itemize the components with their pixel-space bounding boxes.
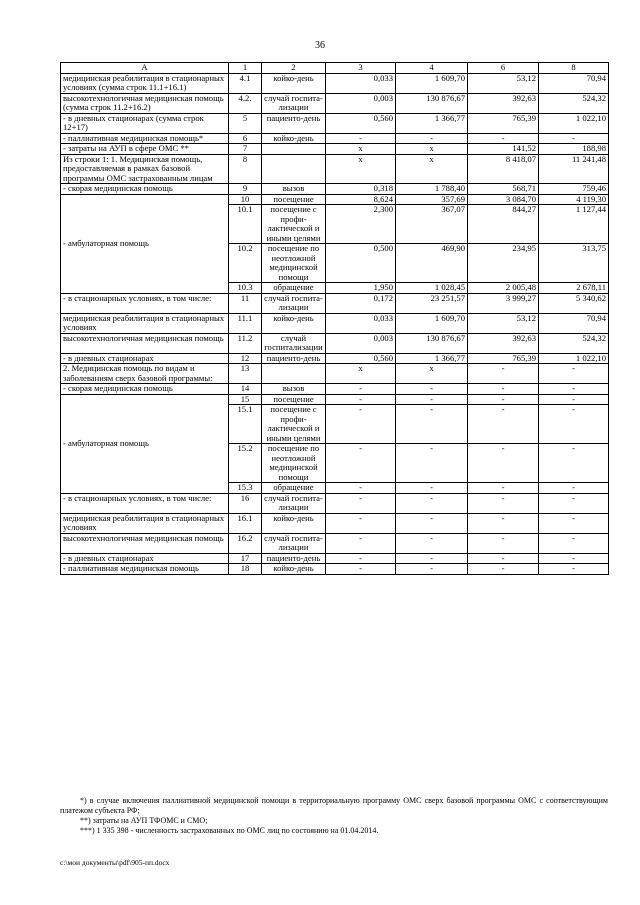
table-cell: случай госпита-лизации (262, 293, 326, 313)
table-row (61, 113, 609, 133)
table-cell: - (468, 133, 539, 144)
table-cell: - (326, 483, 396, 494)
table-row (61, 133, 609, 144)
footnotes (60, 796, 608, 836)
row-label-cell: - амбулаторная помощь (61, 394, 229, 493)
table-cell: случай госпита-лизации (262, 493, 326, 513)
table-cell: случай госпита-лизации (262, 533, 326, 553)
table-cell: - (326, 513, 396, 533)
row-label-cell: - в дневных стационарах (сумма строк 12+17) (61, 113, 229, 133)
row-label-cell: высокотехнологичная медицинская помощь (61, 533, 229, 553)
table-cell: 765,39 (468, 353, 539, 364)
table-row (61, 394, 609, 405)
table-cell: 8 (229, 154, 262, 184)
table-cell: 0,560 (326, 113, 396, 133)
table-cell: 392,63 (468, 333, 539, 353)
table-cell: посещение по неотложной медицинской помощи (262, 444, 326, 483)
table-cell: 15.1 (229, 405, 262, 444)
table-cell: - (539, 533, 609, 553)
row-label-cell: медицинская реабилитация в стационарных условиях (сумма строк 11.1+16.1) (61, 73, 229, 93)
table-cell: - (539, 564, 609, 575)
table-row (61, 564, 609, 575)
table-cell: 469,90 (396, 244, 468, 283)
table-cell: 15.3 (229, 483, 262, 494)
table-cell: 4.1 (229, 73, 262, 93)
table-cell: 1 609,70 (396, 73, 468, 93)
table-cell: - (539, 483, 609, 494)
table-cell: 130 876,67 (396, 93, 468, 113)
table-cell: 53,12 (468, 313, 539, 333)
table-cell: - (396, 133, 468, 144)
table-cell: 1 609,70 (396, 313, 468, 333)
table-cell: 9 (229, 184, 262, 195)
table-cell: 844,27 (468, 205, 539, 244)
table-cell: 11.1 (229, 313, 262, 333)
table-cell: 0,033 (326, 73, 396, 93)
table-cell: - (539, 444, 609, 483)
table-cell: 8,624 (326, 194, 396, 205)
table-cell: 5 340,62 (539, 293, 609, 313)
table-header-cell: 4 (396, 63, 468, 74)
table-cell: x (326, 154, 396, 184)
row-label-cell: - затраты на АУП в сфере ОМС ** (61, 144, 229, 155)
table-cell: x (396, 364, 468, 384)
table-cell: - (468, 483, 539, 494)
table-cell: - (326, 444, 396, 483)
row-label-cell: - скорая медицинская помощь (61, 184, 229, 195)
table-cell: - (468, 405, 539, 444)
table-cell: 188,98 (539, 144, 609, 155)
table-cell: - (539, 493, 609, 513)
row-label-cell: высокотехнологичная медицинская помощь (61, 333, 229, 353)
table-cell: посещение по неотложной медицинской помощи (262, 244, 326, 283)
page-number: 36 (315, 40, 325, 51)
table-cell: - (396, 553, 468, 564)
table-cell: 2,300 (326, 205, 396, 244)
table-cell: 3 084,70 (468, 194, 539, 205)
table-cell: x (326, 364, 396, 384)
table-row (61, 144, 609, 155)
table-cell: 13 (229, 364, 262, 384)
table-row (61, 493, 609, 513)
footnote: **) затраты на АУП ТФОМС и СМО; (80, 816, 208, 825)
table-cell: 0,560 (326, 353, 396, 364)
table-header-cell: 1 (229, 63, 262, 74)
table-header-row (61, 63, 609, 74)
table-cell: 0,500 (326, 244, 396, 283)
table-cell: 1,950 (326, 283, 396, 294)
table-cell: - (326, 133, 396, 144)
table-cell: 1 366,77 (396, 113, 468, 133)
table-cell: койко-день (262, 564, 326, 575)
table-cell: 1 022,10 (539, 353, 609, 364)
table-cell: - (468, 493, 539, 513)
table-cell: посещение с профи-лактической и иными целями (262, 405, 326, 444)
table-cell: - (396, 533, 468, 553)
row-label-cell: - паллиативная медицинская помощь (61, 564, 229, 575)
table-row (61, 533, 609, 553)
table-cell: 0,003 (326, 333, 396, 353)
row-label-cell: Из строки 1: 1. Медицинская помощь, предоставляемая в рамках базовой программы ОМС застрахованным лицам (61, 154, 229, 184)
table-cell: вызов (262, 384, 326, 395)
table-cell: 524,32 (539, 333, 609, 353)
table-row (61, 154, 609, 184)
table-cell: - (396, 384, 468, 395)
table-cell: 2 005,48 (468, 283, 539, 294)
table-cell: x (396, 144, 468, 155)
table-cell: - (396, 444, 468, 483)
table-cell: 16.2 (229, 533, 262, 553)
table-cell: 524,32 (539, 93, 609, 113)
file-path: c:\мои документы\pdf\905-пп.docx (60, 858, 170, 867)
table-cell: 141,52 (468, 144, 539, 155)
table-cell: 0,033 (326, 313, 396, 333)
table-cell: 10 (229, 194, 262, 205)
table-row (61, 293, 609, 313)
table-cell: - (539, 513, 609, 533)
table-cell: 11 (229, 293, 262, 313)
table-cell: 16.1 (229, 513, 262, 533)
table-cell: 1 127,44 (539, 205, 609, 244)
row-label-cell: - амбулаторная помощь (61, 194, 229, 293)
table-row (61, 93, 609, 113)
table-cell: 10.1 (229, 205, 262, 244)
table-cell: койко-день (262, 73, 326, 93)
table-cell: - (468, 384, 539, 395)
table-header-cell: 3 (326, 63, 396, 74)
table-cell: 392,63 (468, 93, 539, 113)
table-cell (262, 144, 326, 155)
table-cell: пациенто-день (262, 113, 326, 133)
row-label-cell: 2. Медицинская помощь по видам и заболеваниям сверх базовой программы: (61, 364, 229, 384)
table-row (61, 364, 609, 384)
table-header-cell: 6 (468, 63, 539, 74)
row-label-cell: - паллиативная медицинская помощь* (61, 133, 229, 144)
table-row (61, 194, 609, 205)
table-cell: - (468, 444, 539, 483)
table-cell: 7 (229, 144, 262, 155)
table-cell: - (326, 553, 396, 564)
table-cell: - (326, 394, 396, 405)
table-cell: - (539, 384, 609, 395)
table-cell: посещение (262, 394, 326, 405)
table-cell: 4.2. (229, 93, 262, 113)
row-label-cell: высокотехнологичная медицинская помощь (сумма строк 11.2+16.2) (61, 93, 229, 113)
table-cell (262, 364, 326, 384)
table-cell: - (468, 564, 539, 575)
table-header-cell: 2 (262, 63, 326, 74)
table-cell: 367,07 (396, 205, 468, 244)
table-cell: x (326, 144, 396, 155)
table-cell: - (326, 384, 396, 395)
table-cell: 0,172 (326, 293, 396, 313)
table-cell: 357,69 (396, 194, 468, 205)
table-cell: - (539, 394, 609, 405)
table-cell: 10.3 (229, 283, 262, 294)
table-cell: - (326, 533, 396, 553)
table-cell: 11.2 (229, 333, 262, 353)
table-cell: койко-день (262, 133, 326, 144)
table-row (61, 333, 609, 353)
table-cell: - (396, 405, 468, 444)
table-cell: - (326, 564, 396, 575)
table-cell: 16 (229, 493, 262, 513)
table-cell: - (539, 364, 609, 384)
table-row (61, 184, 609, 195)
table-cell: обращение (262, 283, 326, 294)
table-cell: 10.2 (229, 244, 262, 283)
table-cell: - (468, 394, 539, 405)
table-row (61, 553, 609, 564)
table-row (61, 353, 609, 364)
row-label-cell: - в дневных стационарах (61, 353, 229, 364)
table-cell: 3 999,27 (468, 293, 539, 313)
table-cell: 18 (229, 564, 262, 575)
table-cell: 5 (229, 113, 262, 133)
table-cell: - (468, 533, 539, 553)
table-cell: - (539, 553, 609, 564)
table-cell: - (396, 394, 468, 405)
table-cell: пациенто-день (262, 553, 326, 564)
table-cell: 313,75 (539, 244, 609, 283)
table-cell: обращение (262, 483, 326, 494)
table-cell: 234,95 (468, 244, 539, 283)
table-cell: 8 418,07 (468, 154, 539, 184)
data-table (60, 62, 609, 575)
footnote: ***) 1 335 398 - численность застрахованных по ОМС лиц по состоянию на 01.04.2014. (80, 826, 379, 835)
table-cell: 130 876,67 (396, 333, 468, 353)
table-cell: - (468, 553, 539, 564)
table-cell: - (396, 483, 468, 494)
table-cell: - (326, 405, 396, 444)
table-cell: 15.2 (229, 444, 262, 483)
row-label-cell: - в стационарных условиях, в том числе: (61, 293, 229, 313)
footnote: *) в случае включения паллиативной медицинской помощи в территориальную программу ОМС сверх базовой программы ОМС с соответствующим платежом субъекта РФ; (60, 796, 608, 815)
table-cell: 1 366,77 (396, 353, 468, 364)
table-cell: - (468, 364, 539, 384)
table-cell: 568,71 (468, 184, 539, 195)
table-cell: 12 (229, 353, 262, 364)
table-row (61, 313, 609, 333)
row-label-cell: - в стационарных условиях, в том числе: (61, 493, 229, 513)
table-cell: 17 (229, 553, 262, 564)
table-cell: 23 251,57 (396, 293, 468, 313)
row-label-cell: - скорая медицинская помощь (61, 384, 229, 395)
table-header-cell: А (61, 63, 229, 74)
row-label-cell: медицинская реабилитация в стационарных условиях (61, 513, 229, 533)
table-cell: случай госпитализации (262, 333, 326, 353)
table-cell: 1 022,10 (539, 113, 609, 133)
table-cell: 14 (229, 384, 262, 395)
table-cell: койко-день (262, 513, 326, 533)
table-cell: - (396, 564, 468, 575)
table-cell: пациенто-день (262, 353, 326, 364)
table-cell: - (326, 493, 396, 513)
table-cell: 6 (229, 133, 262, 144)
table-cell: 70,94 (539, 313, 609, 333)
table-cell: вызов (262, 184, 326, 195)
table-cell: - (539, 405, 609, 444)
table-cell: 765,39 (468, 113, 539, 133)
table-cell: - (396, 493, 468, 513)
table-cell: посещение с профи-лактической и иными целями (262, 205, 326, 244)
table-cell: 0,318 (326, 184, 396, 195)
table-row (61, 73, 609, 93)
table-cell: 1 788,40 (396, 184, 468, 195)
table-cell: 2 678,11 (539, 283, 609, 294)
row-label-cell: - в дневных стационарах (61, 553, 229, 564)
table-cell: случай госпита-лизации (262, 93, 326, 113)
table-cell: 15 (229, 394, 262, 405)
table-cell: 0,003 (326, 93, 396, 113)
table-cell: 1 028,45 (396, 283, 468, 294)
table-cell: койко-день (262, 313, 326, 333)
table-row (61, 384, 609, 395)
table-cell: - (539, 133, 609, 144)
table-cell: 4 119,30 (539, 194, 609, 205)
table-header-cell: 8 (539, 63, 609, 74)
table-cell: - (396, 513, 468, 533)
table-cell: 759,46 (539, 184, 609, 195)
table-cell: 53,12 (468, 73, 539, 93)
table-cell: 70,94 (539, 73, 609, 93)
table-cell: x (396, 154, 468, 184)
table-cell: - (468, 513, 539, 533)
table-cell: 11 241,48 (539, 154, 609, 184)
table-row (61, 513, 609, 533)
row-label-cell: медицинская реабилитация в стационарных условиях (61, 313, 229, 333)
table-cell: посещение (262, 194, 326, 205)
table-cell (262, 154, 326, 184)
